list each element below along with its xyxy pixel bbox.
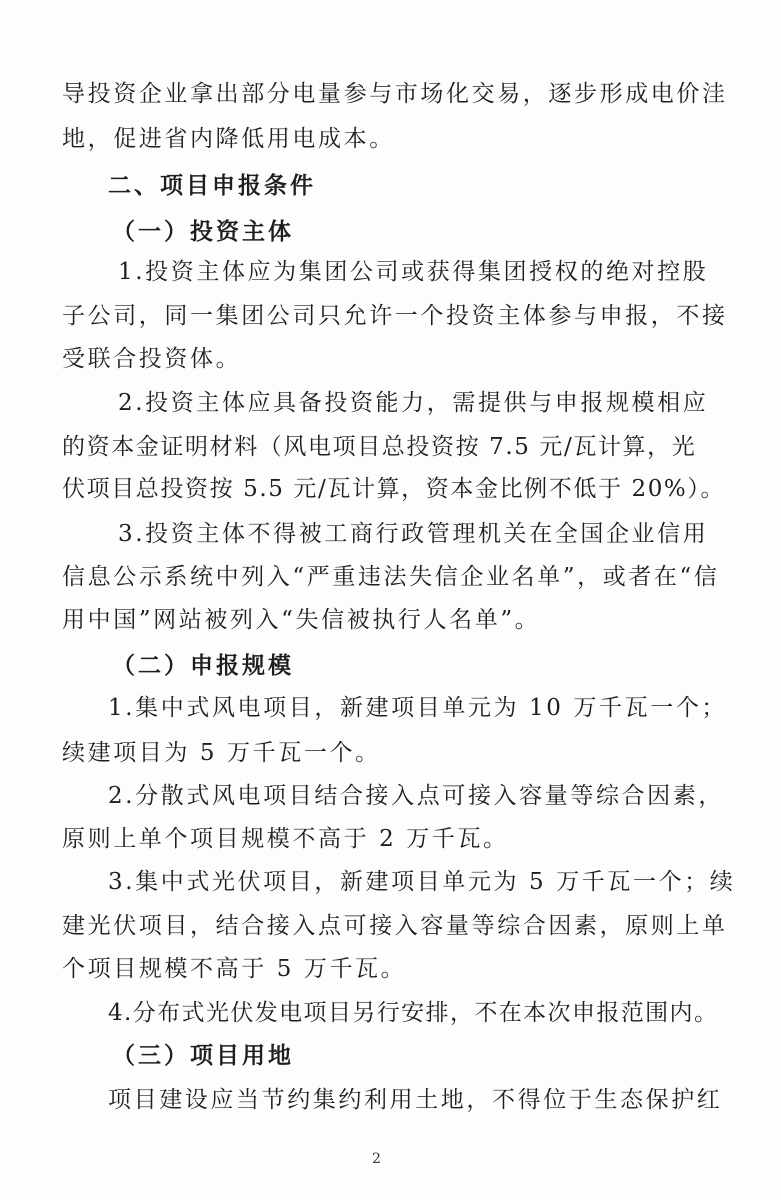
body-text-line: 1.投资主体应为集团公司或获得集团授权的绝对控股: [118, 259, 709, 285]
body-text-line: 导投资企业拿出部分电量参与市场化交易，逐步形成电价洼: [62, 81, 728, 107]
body-text-line: 4.分布式光伏发电项目另行安排，不在本次申报范围内。: [108, 1000, 719, 1026]
body-text-line: 信息公示系统中列入“严重违法失信企业名单”，或者在“信: [62, 564, 720, 590]
subsection-heading: （二）申报规模: [112, 652, 294, 679]
body-text-line: 个项目规模不高于 5 万千瓦。: [62, 956, 407, 982]
body-text-line: 2.分散式风电项目结合接入点可接入容量等综合因素，: [108, 783, 724, 809]
subsection-heading: （一）投资主体: [112, 218, 294, 245]
body-text-line: 地，促进省内降低用电成本。: [62, 126, 395, 152]
body-text-line: 3.投资主体不得被工商行政管理机关在全国企业信用: [118, 521, 709, 547]
body-text-line: 伏项目总投资按 5.5 元/瓦计算，资本金比例不低于 20%）。: [62, 476, 726, 502]
body-text-line: 用中国”网站被列入“失信被执行人名单”。: [62, 607, 541, 633]
subsection-heading: （三）项目用地: [112, 1042, 294, 1069]
body-text-line: 续建项目为 5 万千瓦一个。: [62, 740, 381, 766]
body-text-line: 3.集中式光伏项目，新建项目单元为 5 万千瓦一个；续: [108, 869, 736, 895]
body-text-line: 原则上单个项目规模不高于 2 万千瓦。: [62, 826, 509, 852]
body-text-line: 子公司，同一集团公司只允许一个投资主体参与申报，不接: [62, 303, 728, 329]
page-number: 2: [372, 1151, 381, 1167]
body-text-line: 受联合投资体。: [62, 346, 242, 372]
body-text-line: 1.集中式风电项目，新建项目单元为 10 万千瓦一个；: [108, 695, 728, 721]
body-text-line: 建光伏项目，结合接入点可接入容量等综合因素，原则上单: [62, 913, 728, 939]
body-text-line: 项目建设应当节约集约利用土地，不得位于生态保护红: [108, 1087, 723, 1113]
section-heading: 二、项目申报条件: [108, 172, 316, 199]
body-text-line: 的资本金证明材料（风电项目总投资按 7.5 元/瓦计算，光: [62, 434, 697, 460]
body-text-line: 2.投资主体应具备投资能力，需提供与申报规模相应: [118, 390, 709, 416]
